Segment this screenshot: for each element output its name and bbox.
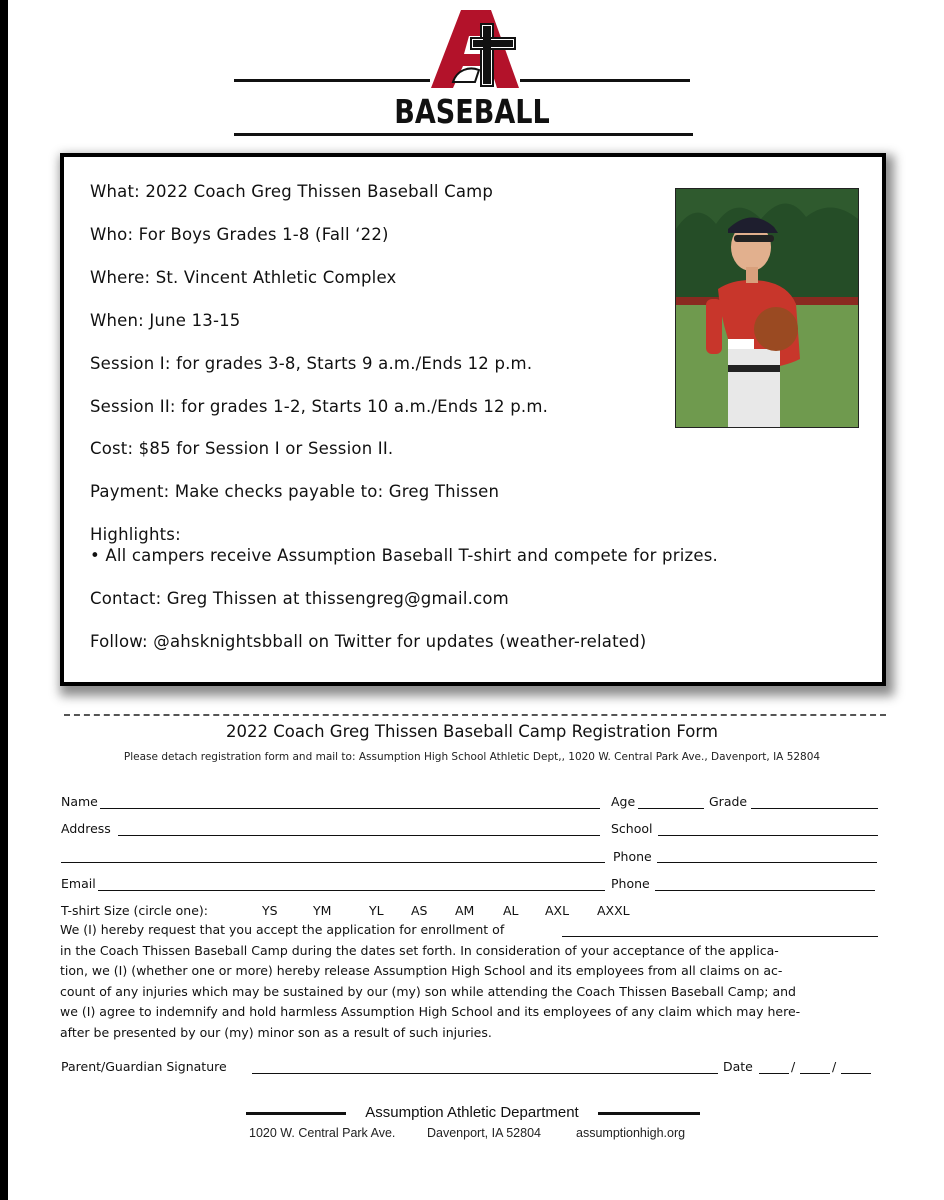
info-when: When: June 13-15 [90,311,241,330]
phone-field[interactable] [657,862,877,863]
size-ys[interactable]: YS [262,903,278,918]
brand-title: BASEBALL [394,92,550,131]
grade-label: Grade [709,794,748,809]
phone-two-label: Phone [611,876,650,891]
date-slash-one: / [791,1059,796,1074]
date-slash-two: / [832,1059,837,1074]
phone-label: Phone [613,849,652,864]
info-payment: Payment: Make checks payable to: Greg Thissen [90,482,500,501]
size-axxl[interactable]: AXXL [597,903,630,918]
page-left-border [0,0,8,1200]
footer-website[interactable]: assumptionhigh.org [576,1126,686,1140]
address-line-two-field[interactable] [61,862,605,863]
header-rule-top-right [520,79,690,82]
registration-form-title: 2022 Coach Greg Thissen Baseball Camp Registration Form [226,722,718,741]
info-highlights-heading: Highlights: [90,525,181,544]
signature-field[interactable] [252,1073,718,1074]
header-rule-bottom [234,133,693,136]
info-session-two: Session II: for grades 1-2, Starts 10 a.m./Ends 12 p.m. [90,397,549,416]
age-label: Age [611,794,636,809]
school-label: School [611,821,653,836]
size-ym[interactable]: YM [313,903,332,918]
date-year-field[interactable] [841,1073,871,1074]
waiver-line: we (I) agree to indemnify and hold harmless Assumption High School and its employees of any claim which may here- [60,1004,801,1019]
phone-two-field[interactable] [655,890,875,891]
date-day-field[interactable] [800,1073,830,1074]
tshirt-label: T-shirt Size (circle one): [61,903,208,918]
waiver-line: We (I) hereby request that you accept the application for enrollment of [60,922,505,937]
info-follow: Follow: @ahsknightsbball on Twitter for updates (weather-related) [90,632,647,651]
grade-field[interactable] [751,808,878,809]
camper-name-field[interactable] [562,936,878,937]
player-photo [675,188,859,428]
signature-label: Parent/Guardian Signature [61,1059,227,1074]
name-field[interactable] [100,808,600,809]
mail-instructions: Please detach registration form and mail to: Assumption High School Athletic Dept,, 1020 W. Central Park Ave., Davenport, IA 52804 [123,751,821,763]
waiver-text [60,920,880,1043]
date-label: Date [723,1059,753,1074]
school-field[interactable] [658,835,878,836]
footer-city: Davenport, IA 52804 [427,1126,541,1140]
detach-line [64,714,886,716]
info-contact: Contact: Greg Thissen at thissengreg@gmail.com [90,589,509,608]
date-month-field[interactable] [759,1073,789,1074]
age-field[interactable] [638,808,704,809]
size-am[interactable]: AM [455,903,475,918]
info-cost: Cost: $85 for Session I or Session II. [90,439,394,458]
info-who: Who: For Boys Grades 1-8 (Fall ‘22) [90,225,389,244]
size-as[interactable]: AS [411,903,428,918]
waiver-line: in the Coach Thissen Baseball Camp during the dates set forth. In consideration of your acceptance of the applica- [60,942,779,958]
assumption-logo [431,10,521,88]
waiver-line: count of any injuries which may be sustained by our (my) son while attending the Coach Thissen Baseball Camp; and [60,983,796,999]
info-what: What: 2022 Coach Greg Thissen Baseball Camp [90,182,494,201]
size-al[interactable]: AL [503,903,519,918]
name-label: Name [61,794,98,809]
waiver-line: tion, we (I) (whether one or more) hereby release Assumption High School and its employees from all claims on ac- [60,963,783,978]
size-yl[interactable]: YL [369,903,384,918]
waiver-line: after be presented by our (my) minor son as a result of such injuries. [60,1024,492,1040]
email-label: Email [61,876,96,891]
email-field[interactable] [98,890,605,891]
address-label: Address [61,821,111,836]
header-rule-top-left [234,79,430,82]
size-axl[interactable]: AXL [545,903,570,918]
address-field[interactable] [118,835,600,836]
footer-title: Assumption Athletic Department [365,1104,579,1121]
info-where: Where: St. Vincent Athletic Complex [90,268,397,287]
info-highlights-item: • All campers receive Assumption Baseball T-shirt and compete for prizes. [90,546,718,565]
info-session-one: Session I: for grades 3-8, Starts 9 a.m./Ends 12 p.m. [90,354,533,373]
footer-address: 1020 W. Central Park Ave. [249,1126,396,1140]
